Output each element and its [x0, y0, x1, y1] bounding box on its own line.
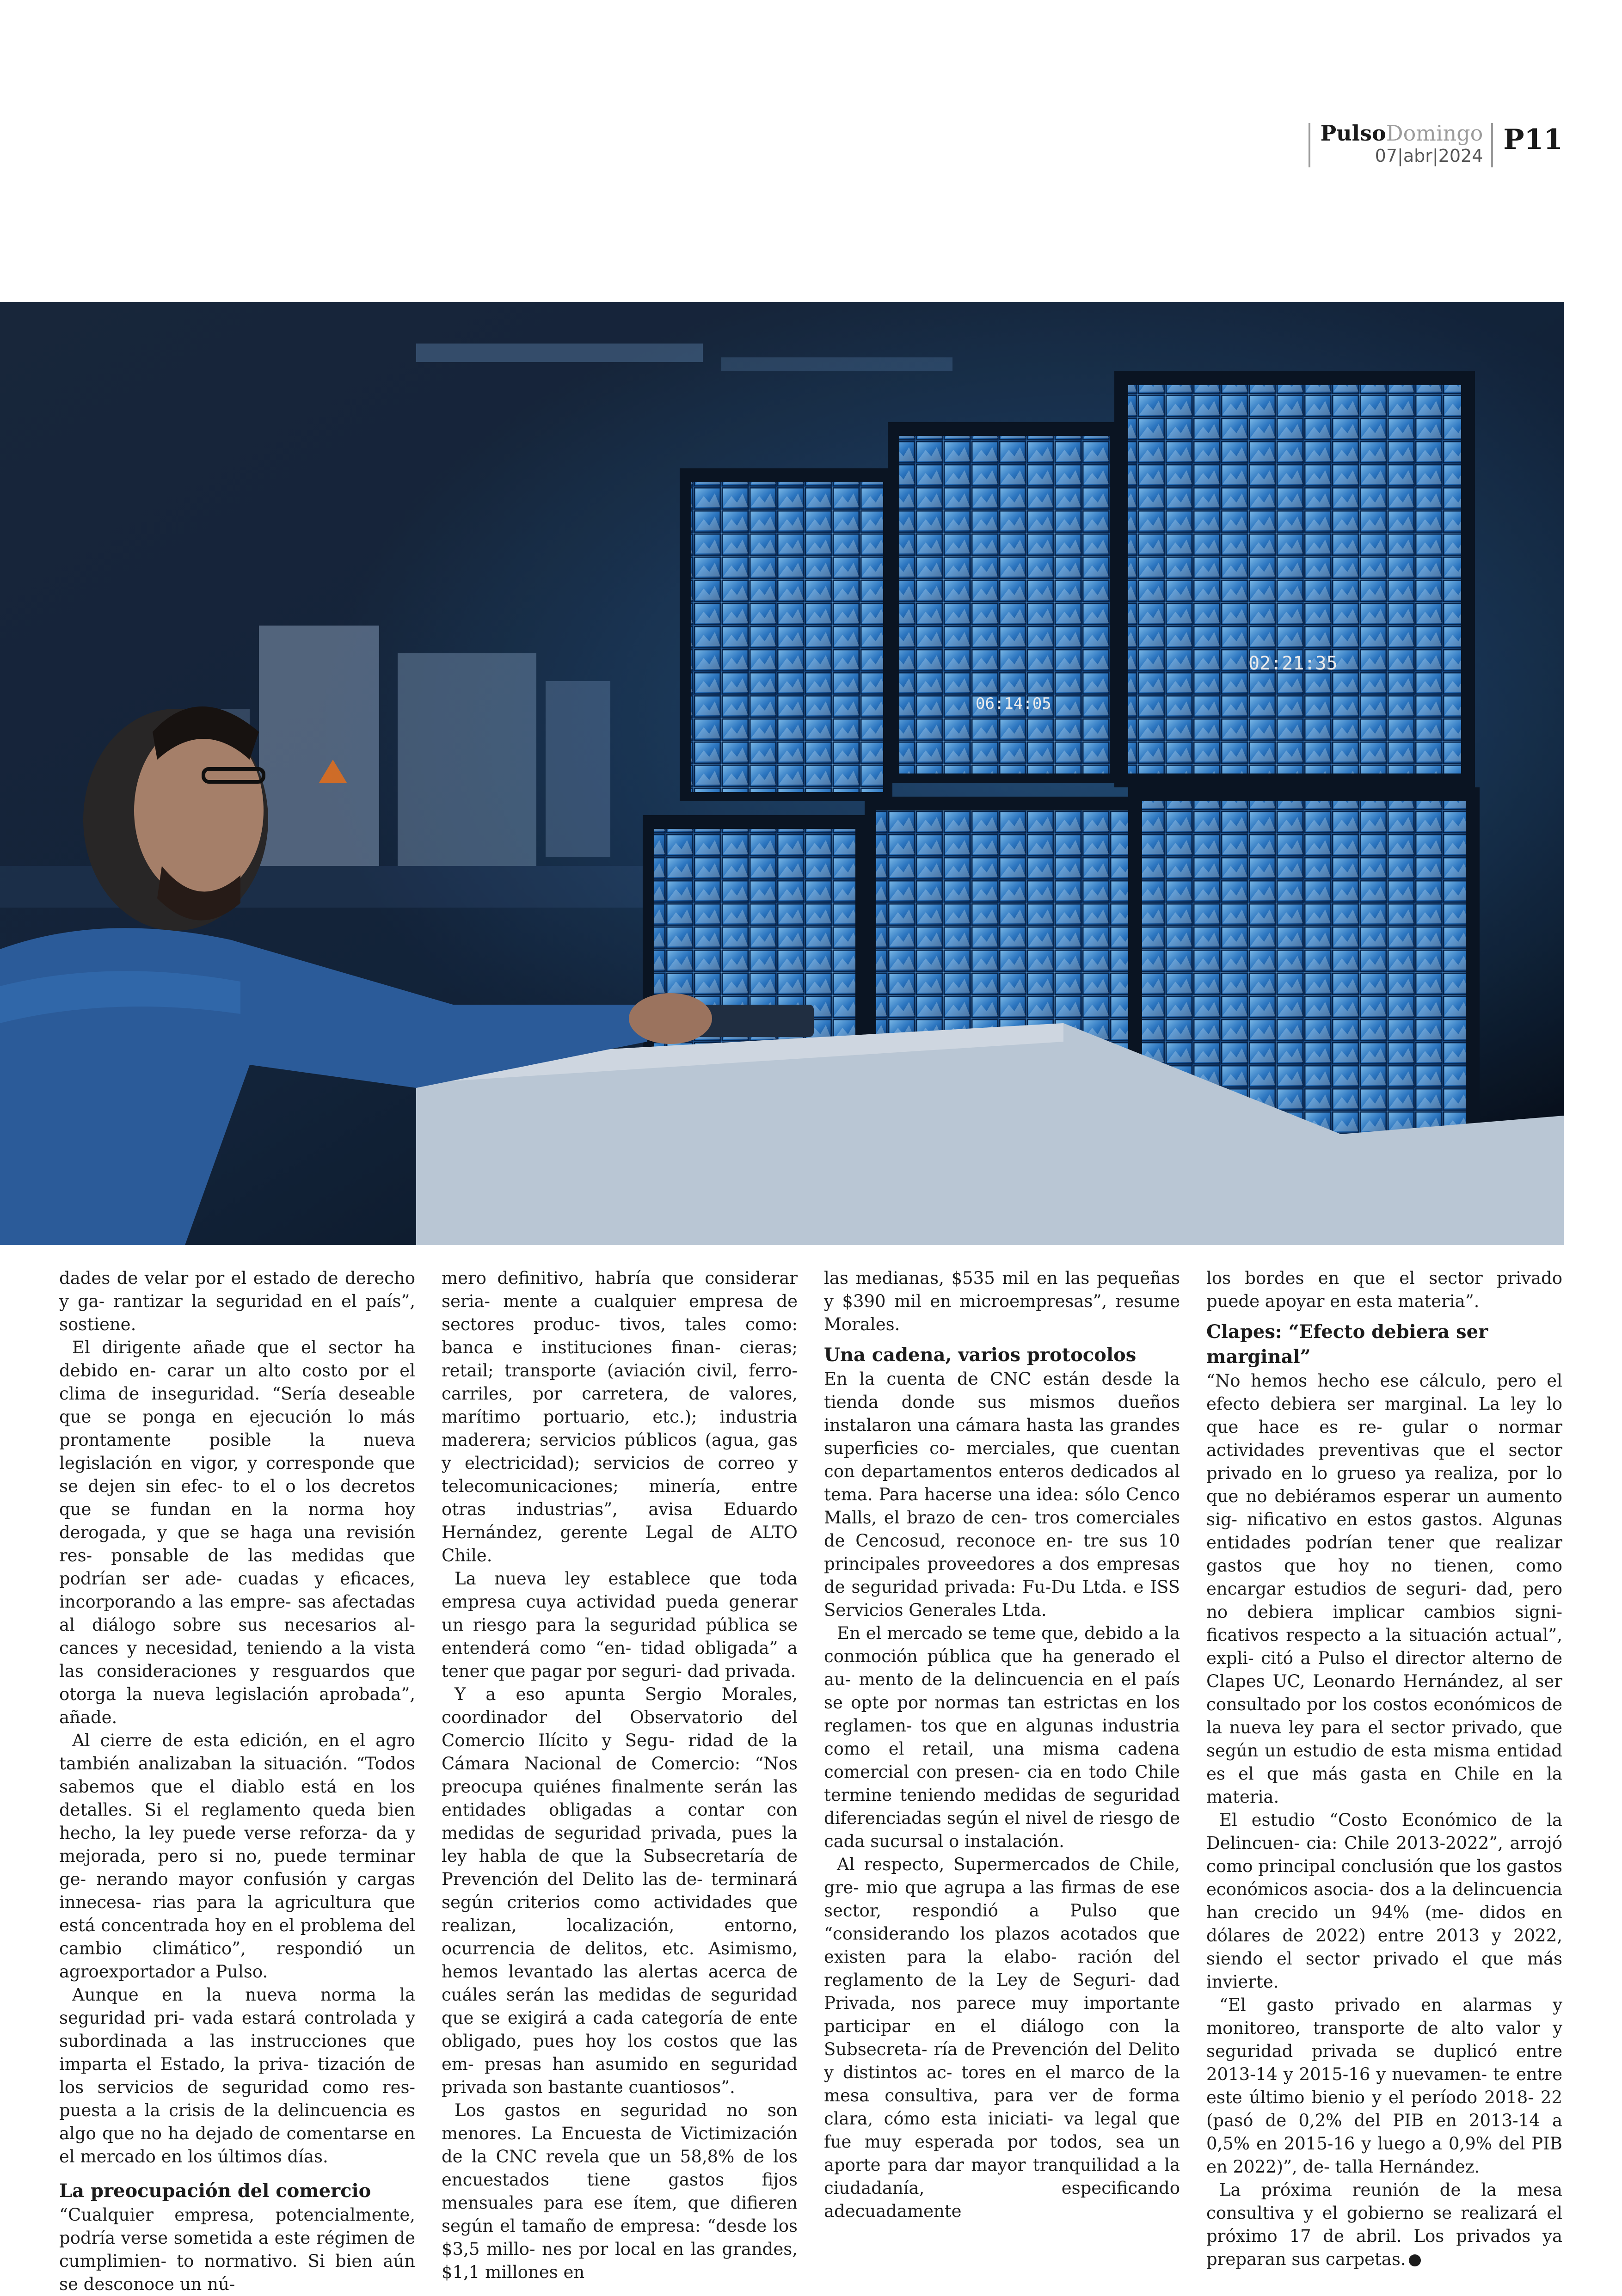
paragraph: Al respecto, Supermercados de Chile, gre- mio que agrupa a las firmas de ese sector, respondió a Pulso que “considerando los plazos acotados que existen para la elabo- ración del reglamento de la Ley de Seguri- dad Privada, nos parece muy importante participar en el diálogo con la Subsecreta- ría de Prevención del Delito y distintos ac- tores en el marco de la mesa consultiva, para ver de forma clara, cómo esta iniciati- va legal que fue muy esperada por todos, sea un aporte para dar mayor tranquilidad a la ciudadanía, especificando adecuadamente — [824, 1854, 1180, 2221]
closing-paragraph — [1206, 2179, 1562, 2271]
article-column-2 — [442, 1267, 798, 2284]
paragraph: los bordes en que el sector privado puede apoyar en esta materia”. — [1206, 1268, 1562, 1311]
article-photo — [0, 302, 1564, 1245]
paragraph: La nueva ley establece que toda empresa cuya actividad pueda generar un riesgo para la seguridad pública se entenderá como “en- tidad obligada” a tener que pagar por seguri- dad privada. — [442, 1569, 798, 1681]
paragraph: las medianas, $535 mil en las pequeñas y $390 mil en microempresas”, resume Morales. — [824, 1268, 1180, 1334]
brand-pulso: Pulso — [1320, 121, 1386, 146]
paragraph: Los gastos en seguridad no son menores. La Encuesta de Victimización de la CNC revela que un 58,8% de los encuestados tiene gastos fijos mensuales para ese ítem, que difieren según el tamaño de empresa: “desde los $3,5 millo- nes por local en las grandes, $1,1 millones en — [442, 2100, 798, 2282]
page-header — [1309, 121, 1563, 172]
paragraph: mero definitivo, habría que considerar seria- mente a cualquier empresa de sectores produc- tivos, tales como: banca e instituciones finan- cieras; retail; transporte (aviación civil, ferro- carriles, por carretera, de valores, marítimo portuario, etc.); industria maderera; servicios públicos (agua, gas y electricidad); servicios de correo y telecomunicaciones; minería, entre otras industrias”, avisa Eduardo Hernández, gerente Legal de ALTO Chile. — [442, 1268, 798, 1565]
camera-timestamp-2: 06:14:05 — [976, 694, 1051, 713]
paragraph: dades de velar por el estado de derecho y ga- rantizar la seguridad en el país”, sostiene. — [59, 1268, 415, 1334]
publication-name — [1321, 121, 1483, 145]
subheading: Clapes: “Efecto debiera ser marginal” — [1206, 1321, 1488, 1368]
paragraph: “El gasto privado en alarmas y monitoreo, transporte de alto valor y seguridad privada se duplicó entre 2013-14 y 2015-16 y nuevamen- te entre este último bienio y el período 2018- 22 (pasó de 0,2% del PIB en 2013-14 a 0,5% en 2015-16 y luego a 0,9% del PIB en 2022)”, de- talla Hernández. — [1206, 1995, 1562, 2177]
brand-domingo: Domingo — [1386, 121, 1483, 146]
article-column-4 — [1206, 1267, 1562, 2271]
page-number: P11 — [1503, 123, 1563, 156]
paragraph: Al cierre de esta edición, en el agro también analizaban la situación. “Todos sabemos que el diablo está en los detalles. Si el reglamento queda bien hecho, la ley puede verse reforza- da y mejorada, pero si no, puede terminar ge- nerando mayor confusión y cargas innecesa- rias para la agricultura que está concentrada hoy en el problema del cambio climático”, respondió un agroexportador a Pulso. — [59, 1731, 415, 1982]
end-of-article-icon — [1409, 2254, 1421, 2266]
subheading: Una cadena, varios protocolos — [824, 1344, 1137, 1366]
paragraph: En el mercado se teme que, debido a la conmoción pública que ha generado el au- mento de la delincuencia en el país se opte por normas tan estrictas en los reglamen- tos que en algunas industria como el retail, una misma cadena comercial con presen- cia en todo Chile termine teniendo medidas de seguridad diferenciadas según el nivel de riesgo de cada sucursal o instalación. — [824, 1623, 1180, 1851]
header-brand-block — [1310, 121, 1492, 166]
paragraph: En la cuenta de CNC están desde la tienda donde sus mismos dueños instalaron una cámara hasta las grandes superficies co- merciales, que cuentan con departamentos enteros dedicados al tema. Para hacerse una idea: sólo Cenco Malls, el brazo de cen- tros comerciales de Cencosud, reconoce en- tre sus 10 principales proveedores a dos empresas de seguridad privada: Fu-Du Ltda. e ISS Servicios Generales Ltda. — [824, 1369, 1180, 1620]
paragraph: El estudio “Costo Económico de la Delincuen- cia: Chile 2013-2022”, arrojó como principal conclusión que los gastos económicos asocia- dos a la delincuencia han crecido un 94% (me- didos en dólares de 2022) entre 2013 y 2022, siendo el sector privado el que más invierte. — [1206, 1810, 1562, 1992]
issue-date: 07|abr|2024 — [1375, 146, 1483, 166]
paragraph: Aunque en la nueva norma la seguridad pri- vada estará controlada y subordinada a las instrucciones que imparta el Estado, la priva- tización de los servicios de seguridad como res- puesta a la crisis de la delincuencia es algo que no ha dejado de comentarse en el mercado en los últimos días. — [59, 1985, 415, 2167]
paragraph: “No hemos hecho ese cálculo, pero el efecto debiera ser marginal. La ley lo que hace es re- gular o normar actividades preventivas que el sector privado en lo grueso ya realiza, por lo que no debiéramos esperar un aumento sig- nificativo en estos gastos. Algunas entidades podrían tener que realizar gastos que hoy no tienen, como encargar estudios de seguri- dad, pero no debiera implicar cambios signi- ficativos respecto a la situación actual”, expli- citó a Pulso el director alterno de Clapes UC, Leonardo Hernández, al ser consultado por los costos económicos de la nueva ley para el sector privado, que según un estudio de esta misma entidad es el que más gasta en Chile en la materia. — [1206, 1371, 1562, 1807]
camera-timestamp-1: 02:21:35 — [1248, 653, 1338, 674]
paragraph: Y a eso apunta Sergio Morales, coordinador del Observatorio del Comercio Ilícito y Segu- ridad de la Cámara Nacional de Comercio: “Nos preocupa quiénes finalmente serán las entidades obligadas a contar con medidas de seguridad privada, pues la ley habla de que la Subsecretaría de Prevención del Delito las de- terminará según criterios como actividades que realizan, localización, entorno, ocurrencia de delitos, etc. Asimismo, hemos levantado las alertas acerca de cuáles serán las medidas de seguridad que se exigirá a cada categoría de ente obligado, pues hoy los costos que las em- presas han asumido en seguridad privada son bastante cuantiosos”. — [442, 1684, 798, 2097]
article-column-3 — [824, 1267, 1180, 2223]
subheading: La preocupación del comercio — [59, 2180, 371, 2202]
paragraph: “Cualquier empresa, potencialmente, podría verse sometida a este régimen de cumplimien- to normativo. Si bien aún se desconoce un nú- — [59, 2205, 415, 2294]
article-column-1 — [59, 1267, 415, 2296]
security-monitoring-illustration — [0, 302, 1564, 1245]
closing-text: La próxima reunión de la mesa consultiva y el gobierno se realizará el próximo 17 de abril. Los privados ya preparan sus carpetas. — [1206, 2180, 1562, 2269]
paragraph: El dirigente añade que el sector ha debido en- carar un alto costo por el clima de inseguridad. “Sería deseable que se ponga en ejecución lo más prontamente posible la nueva legislación en vigor, y corresponde que se dejen sin efec- to el o los decretos que se fundan en la norma hoy derogada, y que se haga una revisión res- ponsable de las medidas que podrían ser ade- cuadas y eficaces, incorporando a las empre- sas afectadas al diálogo sobre sus necesarios al- cances y necesidad, teniendo a la vista las consideraciones y resguardos que otorga la nueva legislación aprobada”, añade. — [59, 1338, 415, 1727]
